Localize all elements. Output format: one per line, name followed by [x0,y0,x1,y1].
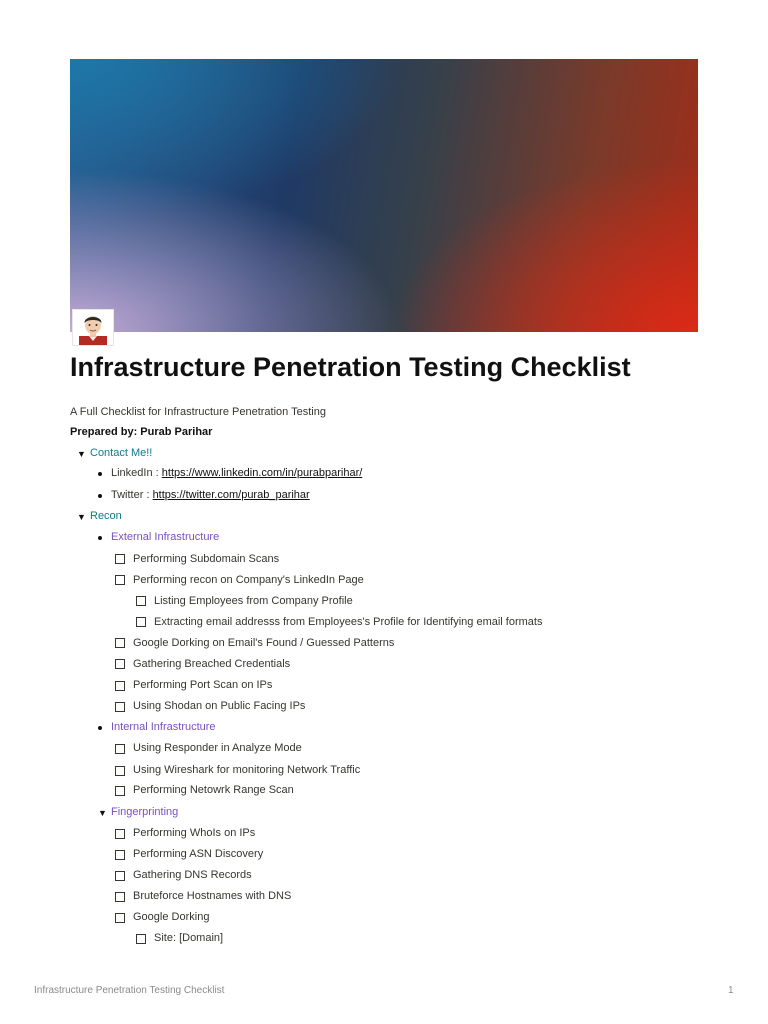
recon-heading[interactable]: Recon [90,510,122,522]
checkbox[interactable] [115,659,125,669]
twitter-link[interactable]: https://twitter.com/purab_parihar [152,489,310,501]
checklist-item: Bruteforce Hostnames with DNS [133,890,292,902]
checklist-item: Extracting email addresss from Employees's Profile for Identifying email formats [154,616,543,628]
external-infrastructure-heading: External Infrastructure [111,531,220,543]
checklist-item: Performing recon on Company's LinkedIn Page [133,574,364,586]
checkbox[interactable] [115,638,125,648]
page-number: 1 [728,985,734,996]
checkbox[interactable] [115,850,125,860]
checklist-item: Performing ASN Discovery [133,848,264,860]
checkbox[interactable] [115,871,125,881]
avatar [72,309,114,346]
linkedin-link[interactable]: https://www.linkedin.com/in/purabparihar/ [161,467,363,479]
fingerprinting-heading[interactable]: Fingerprinting [111,806,179,818]
checklist-item: Using Wireshark for monitoring Network Traffic [133,764,361,776]
checklist-item: Using Responder in Analyze Mode [133,742,302,754]
twitter-item [111,488,310,502]
linkedin-item [111,466,362,480]
checklist-item: Performing Netowrk Range Scan [133,784,294,796]
checklist-item: Google Dorking on Email's Found / Guessed Patterns [133,637,395,649]
bullet-icon [98,536,102,540]
checkbox[interactable] [136,596,146,606]
checkbox[interactable] [136,934,146,944]
checklist-item: Performing Subdomain Scans [133,553,280,565]
checklist-item: Listing Employees from Company Profile [154,595,353,607]
linkedin-label: LinkedIn : [111,467,162,479]
prepared-by: Prepared by: Purab Parihar [70,426,213,438]
checklist-item: Gathering DNS Records [133,869,252,881]
checkbox[interactable] [115,786,125,796]
checkbox[interactable] [115,829,125,839]
checklist-item: Gathering Breached Credentials [133,658,291,670]
checkbox[interactable] [115,554,125,564]
bullet-icon [98,726,102,730]
contact-heading[interactable]: Contact Me!! [90,447,153,459]
checkbox[interactable] [115,892,125,902]
checkbox[interactable] [115,575,125,585]
checkbox[interactable] [136,617,146,627]
toggle-fingerprinting-icon[interactable]: ▼ [98,808,107,818]
cover-image [70,59,698,332]
checklist-item: Performing Port Scan on IPs [133,679,273,691]
toggle-recon-icon[interactable]: ▼ [77,512,86,522]
footer-title: Infrastructure Penetration Testing Checklist [34,985,225,996]
checklist-item: Performing WhoIs on IPs [133,827,256,839]
checklist-item: Google Dorking [133,911,210,923]
checkbox[interactable] [115,702,125,712]
checklist-item: Site: [Domain] [154,932,224,944]
bullet-icon [98,494,102,498]
checkbox[interactable] [115,744,125,754]
checkbox[interactable] [115,766,125,776]
internal-infrastructure-heading: Internal Infrastructure [111,721,216,733]
page-title: Infrastructure Penetration Testing Checklist [70,352,631,382]
checkbox[interactable] [115,913,125,923]
page-subtitle: A Full Checklist for Infrastructure Penetration Testing [70,406,326,418]
checkbox[interactable] [115,681,125,691]
checklist-item: Using Shodan on Public Facing IPs [133,700,306,712]
toggle-contact-icon[interactable]: ▼ [77,449,86,459]
twitter-label: Twitter : [111,489,153,501]
bullet-icon [98,472,102,476]
